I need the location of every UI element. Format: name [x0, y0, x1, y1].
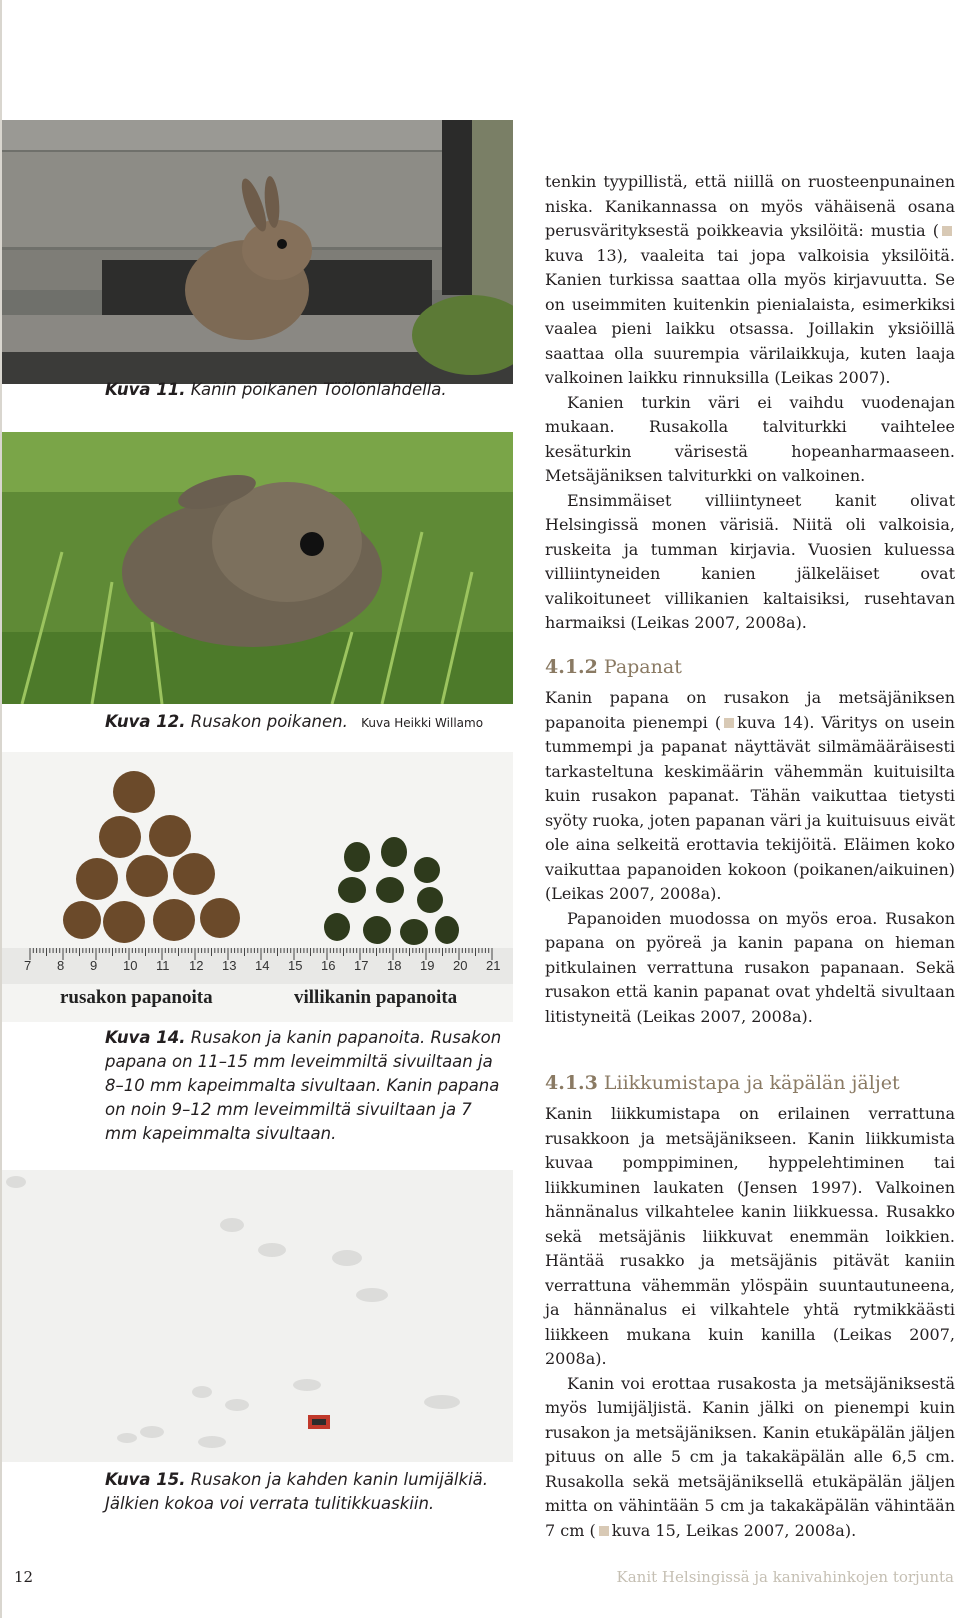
droppings-label-rabbit: villikanin papanoita [294, 987, 458, 1008]
paragraph-color-text: tenkin tyypillistä, että niillä on ruosteenpunainen niska. Kanikannassa on myös vähäisenä osana perusvärityksestä poikkeavia yksilöitä: mustia ( [545, 172, 955, 240]
ruler-tick-label: 12 [189, 958, 204, 973]
page-number: 12 [14, 1568, 34, 1586]
caption-fig11-text: Kanin poikanen Töölönlahdella. [190, 380, 447, 399]
ruler-tick-label: 18 [387, 958, 402, 973]
paragraph-color [545, 170, 955, 391]
photo-droppings [2, 752, 513, 1022]
paragraph-winter-coat: Kanien turkin väri ei vaihdu vuodenajan mukaan. Rusakolla talviturkki vaihtelee kesäturkin värisestä hopeanharmaaseen. Metsäjäniksen talviturkki on valkoinen. [545, 392, 955, 485]
ruler-tick-label: 9 [90, 958, 98, 973]
caption-fig14-label: Kuva 14. [105, 1028, 186, 1047]
section-number: 4.1.2 [545, 656, 598, 678]
ruler-tick-label: 20 [453, 958, 468, 973]
running-title: Kanit Helsingissä ja kanivahinkojen torjunta [616, 1568, 954, 1586]
paragraph-droppings-text: Kanin papana on rusakon ja metsäjäniksen papanoita pienempi ( [545, 688, 955, 732]
ruler-tick-label: 8 [57, 958, 65, 973]
paragraph-tracks-text: Kanin voi erottaa rusakosta ja metsäjäniksestä myös lumijäljistä. Kanin jälki on pienempi kuin rusakon ja metsäjäniksen. Kanin etukäpälän jäljen pituus on alle 5 cm ja takakäpälän alle 6,5 cm. Rusakolla sekä metsäjäniksellä etukäpälän jäljen mitta on vähintään 5 cm ja takakäpälän vähintään 7 cm ( [545, 1373, 955, 1540]
paragraph-feral-colors: Ensimmäiset villiintyneet kanit olivat Helsingissä monen värisiä. Niitä oli valkoisia, ruskeita ja tumman kirjavia. Vuosien kuluessa villiintyneiden kanien jälkeläiset ovat valikoituneet villikanien kaltaisiksi, rusehtavan harmaiksi (Leikas 2007, 2008a). [545, 490, 955, 632]
ruler-tick-label: 19 [420, 958, 435, 973]
paragraph-droppings-size [545, 686, 955, 907]
ruler-tick-label: 21 [486, 958, 501, 973]
section-heading-papanat [545, 656, 682, 678]
reference-square-icon [599, 1526, 609, 1536]
ruler-tick-label: 11 [156, 958, 170, 973]
droppings-label-hare: rusakon papanoita [60, 987, 213, 1008]
section-number: 4.1.3 [545, 1072, 598, 1094]
ruler-tick-label: 13 [222, 958, 237, 973]
reference-square-icon [724, 718, 734, 728]
ruler-tick-label: 10 [123, 958, 138, 973]
caption-fig15 [105, 1468, 505, 1516]
section-heading-liikkumistapa [545, 1072, 900, 1094]
paragraph-droppings-shape: Papanoiden muodossa on myös eroa. Rusakon papana on pyöreä ja kanin papana on hieman pitkulainen verrattuna rusakon papanaan. Sekä rusakon että kanin papanat ovat yhdeltä sivultaan litistyneitä (Leikas 2007, 2008a). [545, 908, 955, 1026]
paragraph-color-ref: kuva 13), vaaleita tai jopa valkoisia yksilöitä. Kanien turkissa saattaa olla myös kirjavuutta. Se on useimmiten kuitenkin pienialaista, esimerkiksi vaalea pieni laikku otsassa. Joillakin yksiöillä saattaa olla suurempia värilaikkuja, kuten laaja valkoinen laikku rinnuksilla (Leikas 2007). [545, 245, 955, 387]
paragraph-tracks-ref: kuva 15, Leikas 2007, 2008a). [611, 1520, 857, 1540]
body-column-top [545, 170, 955, 636]
ruler-tick-label: 14 [255, 958, 270, 973]
ruler-tick-label: 16 [321, 958, 336, 973]
ruler-tick-label: 17 [354, 958, 369, 973]
caption-fig15-label: Kuva 15. [105, 1470, 186, 1489]
caption-fig14-text: Rusakon ja kanin papanoita. Rusakon papana on 11–15 mm leveimmiltä sivuiltaan ja 8–10 mm kapeimmalta sivultaan. Kanin papana on noin 9–12 mm leveimmiltä sivuiltaan ja 7 mm kapeimmalta sivultaan. [105, 1028, 502, 1143]
section-title: Liikkumistapa ja käpälän jäljet [603, 1072, 900, 1094]
paragraph-droppings-ref: kuva 14). Väritys on usein tummempi ja papanat näyttävät silmämääräisesti tarkasteltuna keskimäärin vähemmän kuituisilta kuin rusakon papanat. Tähän vaikuttaa tietysti syöty ruoka, joten papanan väri ja kuituisuus eivät ole aina selkeitä erottavia tekijöitä. Eläimen koko vaikuttaa papanoiden kokoon (poikanen/aikuinen) (Leikas 2007, 2008a). [545, 712, 955, 903]
caption-fig12 [105, 710, 505, 735]
ruler-tick-label: 15 [288, 958, 303, 973]
section-title: Papanat [603, 656, 682, 678]
photo-hare-kit [2, 432, 513, 704]
paragraph-tracks [545, 1372, 955, 1544]
caption-fig11-label: Kuva 11. [105, 380, 186, 399]
photo-snow-tracks [2, 1170, 513, 1462]
body-column-papanat [545, 686, 955, 1029]
ruler-labels [2, 958, 513, 978]
caption-fig11 [105, 378, 505, 402]
reference-square-icon [942, 226, 952, 236]
caption-fig12-credit: Kuva Heikki Willamo [361, 716, 484, 730]
body-column-movement [545, 1102, 955, 1543]
caption-fig15-text: Rusakon ja kahden kanin lumijälkiä. Jälkien kokoa voi verrata tulitikkuaskiin. [105, 1470, 489, 1513]
ruler-tick-label: 7 [24, 958, 32, 973]
photo-rabbit-kit [2, 120, 513, 384]
paragraph-movement: Kanin liikkumistapa on erilainen verrattuna rusakkoon ja metsäjänikseen. Kanin liikkumista kuvaa pomppiminen, hyppelehtiminen tai liikkuminen laukaten (Jensen 1997). Valkoinen hännänalus vilkahtelee kanin liikkuessa. Rusakko sekä metsäjänis liikkuvat enemmän loikkien. Häntää rusakko ja metsäjänis pitävät kaniin verrattuna vähemmän ylöspäin suuntautuneena, ja hännänalus ei vilkahtele yhtä rytmikkäästi liikkeen mukana kuin kanilla (Leikas 2007, 2008a). [545, 1104, 955, 1368]
caption-fig12-text: Rusakon poikanen. [190, 712, 348, 731]
caption-fig14 [105, 1026, 505, 1146]
caption-fig12-label: Kuva 12. [105, 712, 186, 731]
